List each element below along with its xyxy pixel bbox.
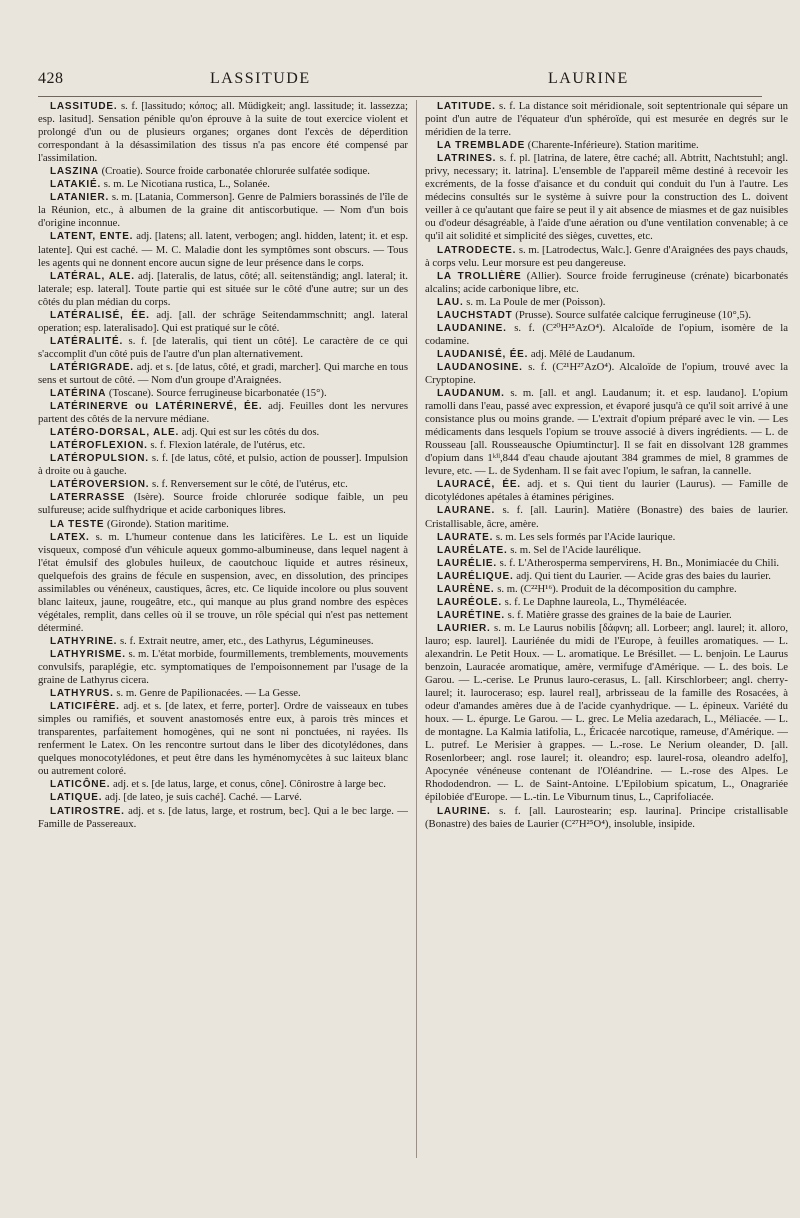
dictionary-entry — [38, 687, 408, 700]
dictionary-entry — [425, 361, 788, 387]
entry-headword: LATRODECTE. — [437, 244, 517, 256]
entry-definition: adj. et s. [de latex, et ferre, porter]. Ordre de vaisseaux en tubes simples ou ramifiés, et souvent anastomosés entre eux, à parois très minces et transparentes, parfaitement homogènes, qui ne sont ni ponctuées, ni rayées. Ils renferment le Latex. On les rencontre surtout dans le liber des dicotylédones, dans quelques monocotylédones, et peut être dans les hyménomycètes à suc laiteux blanc ou autrement coloré. — [38, 700, 408, 778]
dictionary-entry — [38, 191, 408, 230]
dictionary-entry — [38, 426, 408, 439]
dictionary-entry — [38, 387, 408, 400]
entry-headword: LATRINES. — [437, 153, 497, 165]
dictionary-entry — [38, 648, 408, 687]
entry-definition: s. f. Matière grasse des graines de la baie de Laurier. — [505, 608, 732, 621]
dictionary-entry — [425, 544, 788, 557]
entry-headword: LATÉROVERSION. — [50, 479, 150, 491]
entry-headword: LATANIER. — [50, 192, 110, 204]
entry-headword: LATENT, ENTE. — [50, 231, 134, 243]
entry-headword: LATICIFÈRE. — [50, 701, 120, 713]
entry-definition: s. m. Le Laurus nobilis [δάφνη; all. Lorbeer; angl. laurel; it. alloro, lauro; esp. laurel]. Lauriénée du midi de l'Europe, à feuilles aromatiques. — L. alexandrin. Le Petit Houx. — L. aromatique. Le Brésillet. — L. benjoin. Le Laurus benzoin, Lauracée aromatique, amère, vermifuge d'Amérique. — L. des bois. Le Garou. — L.-cerise. Le Prunus lauro-cerasus, L. [all. Kirschlorbeer; angl. cherry-laurel; it. lauroceraso; esp. laurel real], arbrisseau de la famille des Rosacées, à odeur d'amandes amères due à de l'acide cyanhydrique. — L. épineux. Variété du houx. — L. épurge. Le Garou. — L. grec. Le Melia azedarach, L., Méliacée. — L. de montagne. La Kalmia latifolia, L., Éricacée narcotique, rameuse, d'Amérique. — L. putref. Le Merisier à grappes. — L.-rose. Le Nerium oleander, D. [all. Rosenlorbeer; angl. rose laurel; it. oleandro; esp. laurel-rosa, oleandro adelfo], Apocynée vénéneuse contenant de l'Oléandrine. — L.-rose des Alpes. Le Rhododendron. — L. de Saint-Antoine. L'Epilobium spicatum, L., Onagrariée épilobiée d'Europe. — L.-tin. Le Viburnum tinus, L., Caprifoliacée. — [425, 621, 788, 804]
entry-definition: adj. Qui tient du Laurier. — Acide gras des baies du laurier. — [513, 569, 771, 582]
entry-definition: s. m. [Latrodectus, Walc.]. Genre d'Araignées des pays chauds, à corps velu. Leur morsure est peu dangereuse. — [425, 243, 788, 269]
entry-headword: LATÉRAL, ALE. — [50, 270, 135, 282]
entry-definition: adj. [de lateo, je suis caché]. Caché. — Larvé. — [102, 791, 302, 804]
entry-definition: s. m. Sel de l'Acide laurélique. — [507, 543, 641, 556]
entry-headword: LAU. — [437, 296, 464, 308]
entry-headword: LAURANE. — [437, 505, 496, 517]
dictionary-entry — [38, 335, 408, 361]
entry-headword: LAUDANINE. — [437, 322, 507, 334]
entry-headword: LAURACÉ, ÉE. — [437, 479, 521, 491]
dictionary-entry — [38, 400, 408, 426]
entry-headword: LAURÉTINE. — [437, 609, 505, 621]
entry-definition: s. m. Les sels formés par l'Acide laurique. — [493, 530, 676, 543]
entry-headword: LATÉRALISÉ, ÉE. — [50, 309, 150, 321]
dictionary-entry — [38, 361, 408, 387]
dictionary-entry — [38, 778, 408, 791]
entry-definition: s. m. L'humeur contenue dans les laticifères. Le L. est un liquide visqueux, composé d'un véhicule aqueux gommo-albumineuse, dans lequel nagent à l'état émulsif des globules huileux, de caoutchouc liquide et autres résineux, quelquefois des grains de fécule en suspension, avec, en dissolution, des principes assimilables ou vénéneux, caustiques, âcres, etc. Ce liquide incolore ou plus souvent blanc laiteux, jaune, rougeâtre, etc., qui manque au plus grand nombre des espèces végétales, remplit, dans celles où il se trouve, un rôle spécial qui n'est pas nettement déterminé. — [38, 530, 408, 634]
entry-headword: LAURÉLIQUE. — [437, 570, 514, 582]
entry-headword: LATÉRO-DORSAL, ALE. — [50, 427, 180, 439]
dictionary-entry — [425, 387, 788, 478]
dictionary-entry — [425, 583, 788, 596]
entry-headword: LATÉRINERVE ou LATÉRINERVÉ, ÉE. — [50, 401, 263, 413]
dictionary-entry — [425, 309, 788, 322]
dictionary-entry — [38, 452, 408, 478]
dictionary-entry — [38, 439, 408, 452]
running-head-left: LASSITUDE — [210, 70, 311, 87]
entry-definition: s. f. (C²⁰H²⁵AzO⁴). Alcaloïde de l'opium, isomère de la codamine. — [425, 321, 788, 347]
entry-definition: s. m. Genre de Papilionacées. — La Gesse. — [113, 687, 301, 700]
entry-definition: s. m. [all. et angl. Laudanum; it. et esp. laudano]. L'opium ramolli dans l'eau, passé avec expression, et évaporé jusqu'à ce qu'il soit arrivé à une consistance plus ou moins grande. — L'extrait d'opium préparé avec le vin. — Les médicaments dans lesquels l'opium se trouve associé à divers ingrédients. — L. de Rousseau [all. Rousseausche Opiumtinctur]. Il se fait en dissolvant 128 grammes d'opium dans 1ᵏⁱˡ,844 d'eau chaude ajoutant 384 grammes de miel, 8 grammes de levure, etc. — L. de Sydenham. Il se fait avec l'opium, le safran, la cannelle. — [425, 387, 788, 478]
entry-definition: s. m. La Poule de mer (Poisson). — [463, 295, 606, 308]
entry-definition: s. f. L'Atherosperma sempervirens, H. Bn., Monimiacée du Chili. — [496, 556, 780, 569]
entry-definition: (Prusse). Source sulfatée calcique ferrugineuse (10°,5). — [512, 308, 752, 321]
dictionary-entry — [38, 791, 408, 804]
dictionary-entry — [425, 296, 788, 309]
dictionary-entry — [38, 100, 408, 165]
dictionary-entry — [425, 570, 788, 583]
dictionary-entry — [38, 491, 408, 517]
column-divider — [416, 100, 417, 1158]
page-number: 428 — [38, 70, 64, 87]
entry-headword: LA TROLLIÈRE — [437, 270, 522, 282]
entry-headword: LAUDANOSINE. — [437, 361, 523, 373]
entry-headword: LATHYRISME. — [50, 648, 126, 660]
entry-headword: LA TREMBLADE — [437, 140, 526, 152]
entry-definition: adj. Qui est sur les côtés du dos. — [179, 426, 320, 439]
dictionary-entry — [38, 805, 408, 831]
entry-definition: s. m. L'état morbide, fourmillements, tremblements, mouvements convulsifs, paraplégie, etc. symptomatiques de l'empoisonnement par l'usage de la graine de Lathyrus cicera. — [38, 647, 408, 687]
entry-headword: LATÉRINA — [50, 388, 107, 400]
dictionary-entry — [38, 230, 408, 269]
entry-definition: adj. et s. [de latus, large, et rostrum, bec]. Qui a le bec large. — Famille de Passereaux. — [38, 804, 408, 830]
entry-headword: LATICÔNE. — [50, 779, 111, 791]
page-header — [38, 72, 762, 96]
entry-definition: s. m. (C²²H¹⁶). Produit de la décomposition du camphre. — [494, 582, 737, 595]
entry-definition: adj. Feuilles dont les nervures partent des côtés de la nervure médiane. — [38, 400, 408, 426]
entry-definition: s. f. [de latus, côté, et pulsio, action de pousser]. Impulsion à droite ou à gauche. — [38, 452, 408, 478]
dictionary-entry — [38, 165, 408, 178]
dictionary-entry — [38, 531, 408, 635]
dictionary-entry — [38, 700, 408, 778]
entry-headword: LATÉROFLEXION. — [50, 440, 148, 452]
entry-headword: LATÉROPULSION. — [50, 453, 149, 465]
dictionary-entry — [38, 309, 408, 335]
running-head-right: LAURINE — [548, 70, 629, 87]
entry-definition: (Charente-Inférieure). Station maritime. — [525, 139, 699, 152]
entry-headword: LAURIER. — [437, 622, 491, 634]
entry-definition: adj. [lateralis, de latus, côté; all. seitenständig; angl. lateral; it. laterale; esp. lateral]. Toute partie qui est située sur le côté d'une autre; sur un des côtés du plan médian du corps. — [38, 269, 408, 308]
entry-headword: LASZINA — [50, 166, 99, 178]
entry-definition: s. f. La distance soit méridionale, soit septentrionale qui sépare un point d'un autre de l'équateur d'un sphéroïde, qui est mesurée en degrés sur le méridien de la terre. — [425, 100, 788, 139]
entry-definition: (Allier). Source froide ferrugineuse (crénate) bicarbonatés alcalins; acide carbonique libre, etc. — [425, 269, 788, 295]
entry-definition: s. f. [all. Laurostearin; esp. laurina]. Principe cristallisable (Bonastre) des baies de Laurier (C²⁷H²⁵O⁴), insoluble, insipide. — [425, 804, 788, 830]
entry-definition: s. f. [de lateralis, qui tient un côté]. Le caractère de ce qui s'accomplit d'un côté puis de l'autre d'un plan alternativement. — [38, 334, 408, 360]
entry-headword: LAURATE. — [437, 531, 494, 543]
entry-headword: LATHYRINE. — [50, 635, 118, 647]
dictionary-entry — [425, 609, 788, 622]
entry-definition: s. f. [lassitudo; κόπος; all. Müdigkeit; angl. lassitude; it. lassezza; esp. lasitud]. Sensation pénible qu'on éprouve à la suite de tout exercice violent et prolongé d'un ou de plusieurs organes; organes dont l'excès de déperdition correspondant à la désassimilation des tissus n'a pas encore été compensé par l'assimilation. — [38, 100, 408, 165]
entry-definition: (Gironde). Station maritime. — [104, 517, 229, 530]
dictionary-entry — [425, 139, 788, 152]
dictionary-entry — [425, 270, 788, 296]
entry-headword: LAURÉLATE. — [437, 544, 508, 556]
dictionary-entry — [425, 348, 788, 361]
dictionary-entry — [38, 635, 408, 648]
dictionary-entry — [425, 596, 788, 609]
dictionary-entry — [38, 478, 408, 491]
entry-headword: LATERRASSE — [50, 492, 126, 504]
entry-definition: s. f. Le Daphne laureola, L., Thyméléacée. — [501, 595, 687, 608]
entry-definition: (Toscane). Source ferrugineuse bicarbonatée (15°). — [106, 387, 327, 400]
entry-definition: adj. et s. Qui tient du laurier (Laurus). — Famille de dicotylédones apétales à étamines périgines. — [425, 478, 788, 504]
entry-definition: adj. et s. [de latus, large, et conus, cône]. Cônirostre à large bec. — [110, 778, 386, 791]
entry-headword: LAUDANISÉ, ÉE. — [437, 348, 529, 360]
entry-headword: LASSITUDE. — [50, 101, 118, 112]
entry-headword: LATÉRALITÉ. — [50, 335, 124, 347]
entry-headword: LAUCHSTADT — [437, 309, 513, 321]
entry-headword: LAURINE. — [437, 805, 491, 817]
entry-definition: adj. et s. [de latus, côté, et gradi, marcher]. Qui marche en tous sens et surtout de côté. — Nom d'un groupe d'Araignées. — [38, 360, 408, 386]
entry-definition: s. f. (C²¹H²⁷AzO⁴). Alcaloïde de l'opium, trouvé avec la Cryptopine. — [425, 360, 788, 386]
entry-definition: s. f. Flexion latérale, de l'utérus, etc. — [147, 439, 306, 452]
entry-headword: LATIROSTRE. — [50, 805, 125, 817]
dictionary-entry — [425, 244, 788, 270]
dictionary-entry — [38, 178, 408, 191]
header-rule — [38, 96, 762, 97]
entry-headword: LAURÉOLE. — [437, 596, 502, 608]
dictionary-entry — [425, 322, 788, 348]
entry-definition: (Croatie). Source froide carbonatée chlorurée sulfatée sodique. — [98, 165, 370, 178]
entry-headword: LATITUDE. — [437, 101, 496, 112]
entry-headword: LATÉRIGRADE. — [50, 361, 134, 373]
dictionary-entry — [425, 152, 788, 243]
entry-headword: LATIQUE. — [50, 792, 103, 804]
entry-headword: LA TESTE — [50, 518, 105, 530]
dictionary-entry — [425, 504, 788, 530]
entry-headword: LATEX. — [50, 531, 90, 543]
entry-definition: adj. [all. der schräge Seitendammschnitt; angl. lateral operation; esp. lateralisado]. Qui est pratiqué sur le côté. — [38, 308, 408, 334]
entry-definition: adj. [latens; all. latent, verbogen; angl. hidden, latent; it. et esp. latente]. Qui est caché. — M. C. Maladie dont les symptômes sont obscurs. — Tous les agents qui ne donnent encore aucun signe de leur présence dans le corps. — [38, 230, 408, 269]
dictionary-entry — [38, 270, 408, 309]
entry-definition: s. f. [all. Laurin]. Matière (Bonastre) des baies de laurier. Cristallisable, âcre, amère. — [425, 504, 788, 530]
entry-definition: s. m. Le Nicotiana rustica, L., Solanée. — [101, 178, 270, 191]
left-column — [38, 100, 408, 1148]
entry-headword: LATAKIÉ. — [50, 179, 102, 191]
entry-headword: LAUDANUM. — [437, 388, 505, 400]
entry-definition: (Isère). Source froide chlorurée sodique faible, un peu sulfureuse; acide sulfhydrique et acide carboniques libres. — [38, 491, 408, 517]
entry-headword: LATHYRUS. — [50, 688, 114, 700]
entry-definition: s. f. pl. [latrina, de latere, être caché; all. Abtritt, Nachtstuhl; angl. privy, necessary; it. latrina]. L'ensemble de l'appareil même destiné à recevoir les excréments, de la fosse d'aisance et du conduit qui conduit du l'un à l'autre. Les médecins consultés sur le système à suivre pour la construction des L. doivent veiller à ce qu'autant que faire se peut il y ait absence de miasmes et de gaz nuisibles ou d'odeur désagréable, à l'aide d'une aération ou d'une ventilation convenable; à ce qu'il ait solidité et simplicité des sièges, cuvettes, etc. — [425, 152, 788, 243]
entry-headword: LAURÈNE. — [437, 583, 495, 595]
dictionary-entry — [425, 805, 788, 831]
dictionary-entry — [425, 622, 788, 805]
dictionary-entry — [425, 478, 788, 504]
right-column — [425, 100, 788, 1148]
entry-definition: s. f. Extrait neutre, amer, etc., des Lathyrus, Légumineuses. — [117, 634, 374, 647]
entry-headword: LAURÉLIE. — [437, 557, 497, 569]
dictionary-entry — [38, 518, 408, 531]
entry-definition: adj. Mêlé de Laudanum. — [528, 347, 636, 360]
entry-definition: s. m. [Latania, Commerson]. Genre de Palmiers borassinés de l'île de la Réunion, etc., à albumen de la graine dit antiscorbutique. — Nom d'un bois d'origine inconnue. — [38, 191, 408, 230]
dictionary-entry — [425, 100, 788, 139]
entry-definition: s. f. Renversement sur le côté, de l'utérus, etc. — [149, 478, 348, 491]
dictionary-entry — [425, 557, 788, 570]
dictionary-entry — [425, 531, 788, 544]
